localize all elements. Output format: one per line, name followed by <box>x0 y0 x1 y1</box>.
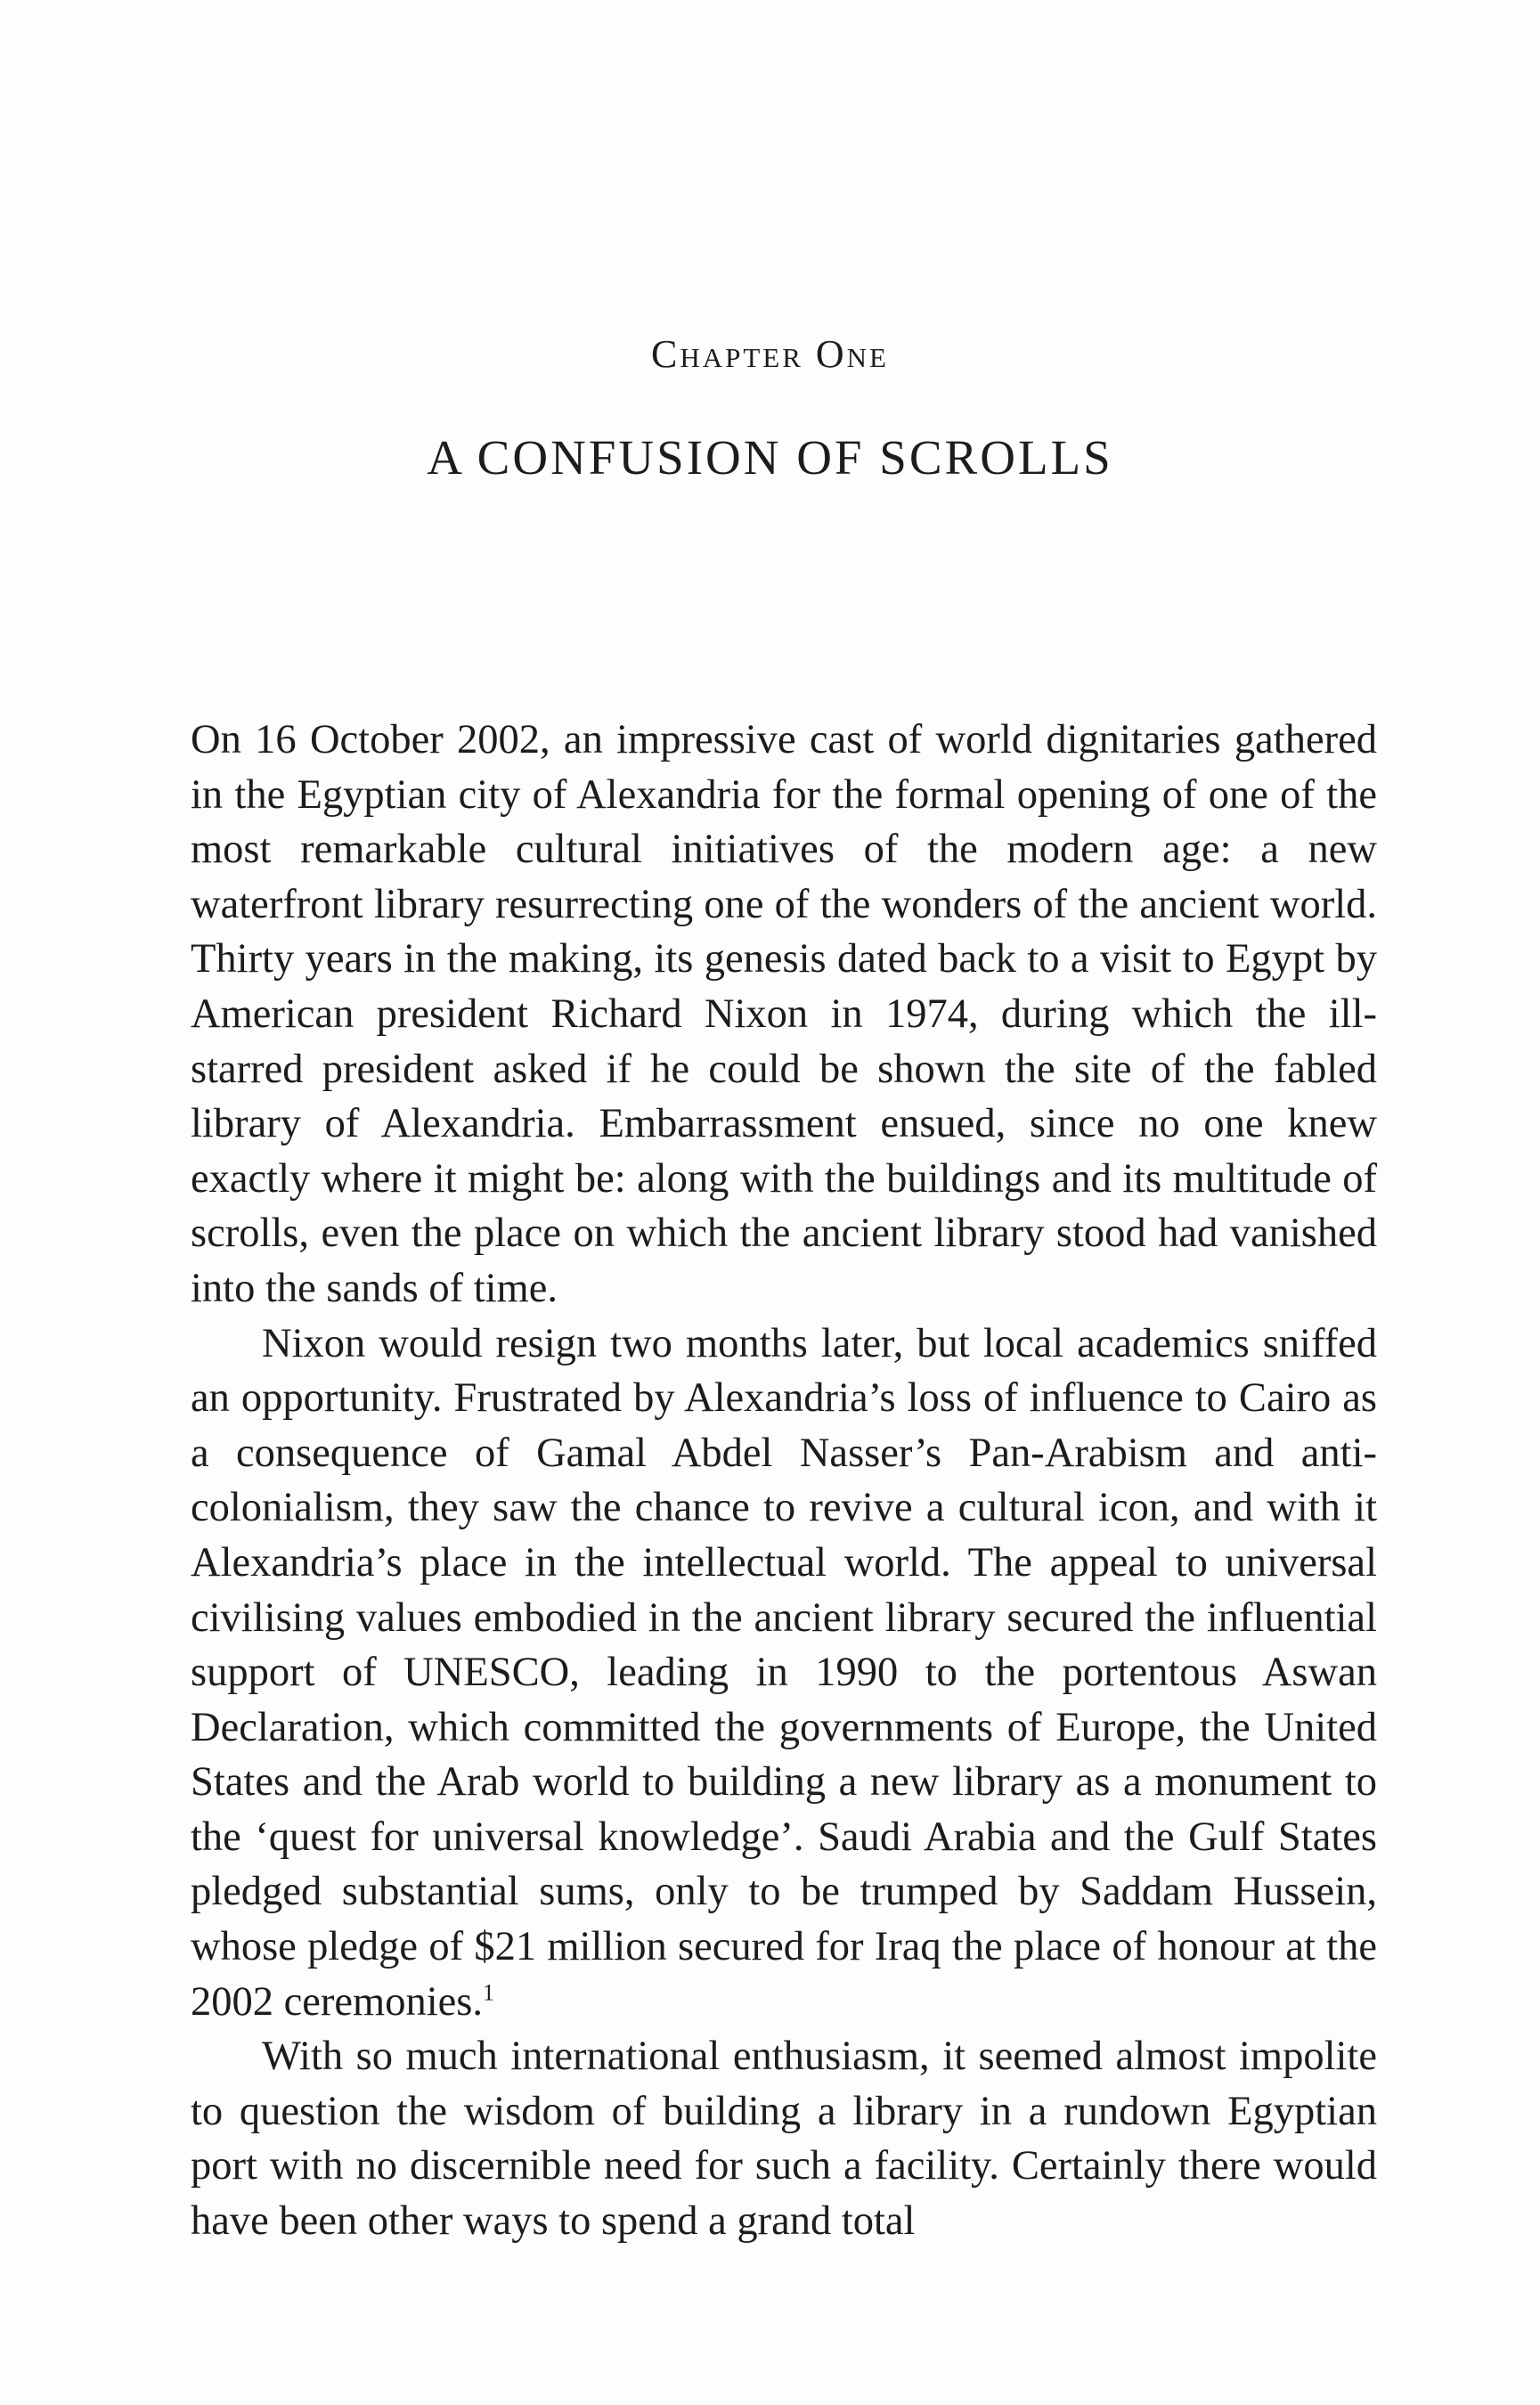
paragraph-1 <box>191 713 1377 1317</box>
paragraph-1-text: On 16 October 2002, an impressive cast of world dignitaries gathered in the Egyptian city of Alexandria for the formal opening of one of the most remarkable cultural initiatives of the modern age: a new waterfront library resurrecting one of the wonders of the ancient world. Thirty years in the making, its genesis dated back to a visit to Egypt by American president Richard Nixon in 1974, during which the ill-starred president asked if he could be shown the site of the fabled library of Alexandria. Embarrassment ensued, since no one knew exactly where it might be: along with the buildings and its multitude of scrolls, even the place on which the ancient library stood had vanished into the sands of time. <box>191 717 1377 1311</box>
paragraph-2-text: Nixon would resign two months later, but local academics sniffed an opportunity. Frustrated by Alexandria’s loss of influence to Cairo as a consequence of Gamal Abdel Nasser’s Pan-Arabism and anti-colonialism, they saw the chance to revive a cultural icon, and with it Alexandria’s place in the intellectual world. The appeal to universal civilising values embodied in the ancient library secured the influential support of UNESCO, leading in 1990 to the portentous Aswan Declaration, which committed the governments of Europe, the United States and the Arab world to building a new library as a monument to the ‘quest for universal knowledge’. Saudi Arabia and the Gulf States pledged substantial sums, only to be trumped by Saddam Hussein, whose pledge of $21 million secured for Iraq the place of honour at the 2002 ceremonies. <box>191 1320 1377 2025</box>
chapter-label: Chapter One <box>650 332 889 376</box>
paragraph-3 <box>191 2029 1377 2248</box>
chapter-title: A CONFUSION OF SCROLLS <box>427 430 1113 485</box>
footnote-marker: 1 <box>482 1979 494 2006</box>
body-text <box>191 713 1377 2249</box>
paragraph-2 <box>191 1317 1377 2030</box>
paragraph-3-text: With so much international enthusiasm, it seemed almost impolite to question the wisdom of building a library in a rundown Egyptian port with no discernible need for such a facility. Certainly there would have been other ways to spend a grand total <box>191 2034 1377 2245</box>
